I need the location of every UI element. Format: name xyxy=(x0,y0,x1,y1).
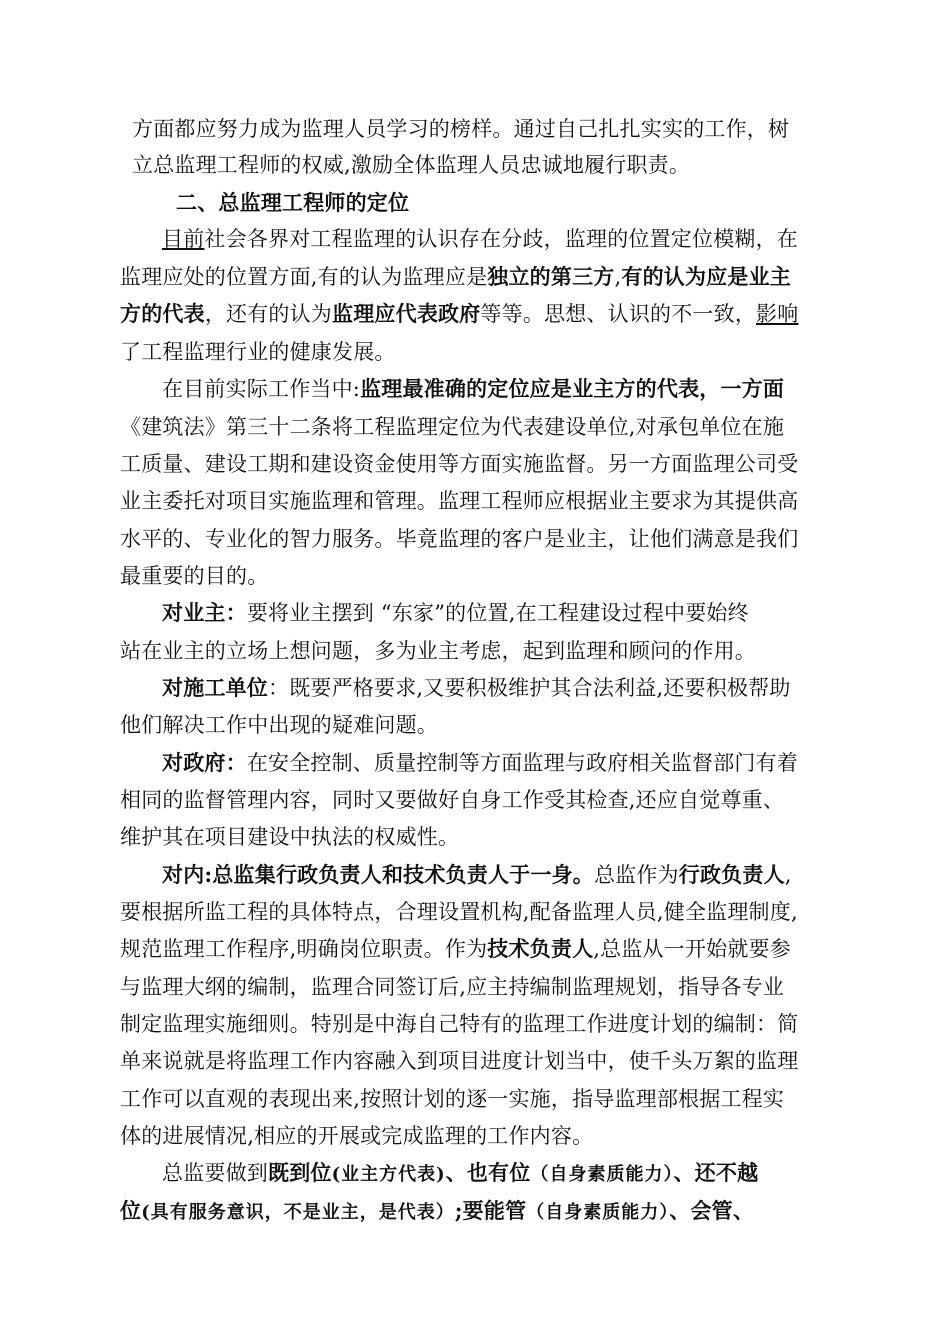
text-line: 对施工单位：既要严格要求,又要积极维护其合法利益,还要积极帮助 xyxy=(162,675,791,700)
text-line: 体的进展情况,相应的开展或完成监理的工作内容。 xyxy=(120,1124,594,1148)
text-line: 对政府：在安全控制、质量控制等方面监理与政府相关监督部门有着 xyxy=(162,750,799,775)
text-line: 站在业主的立场上想问题，多为业主考虑，起到监理和顾问的作用。 xyxy=(120,639,756,663)
section-heading: 二、总监理工程师的定位 xyxy=(176,190,410,215)
text-line: 维护其在项目建设中执法的权威性。 xyxy=(120,825,460,849)
text-line: 在目前实际工作当中:监理最准确的定位应是业主方的代表，一方面 xyxy=(162,376,785,401)
underlined-word: 目前 xyxy=(162,227,205,251)
text-line: 监理应处的位置方面,有的认为监理应是独立的第三方,有的认为应是业主 xyxy=(120,264,791,289)
text-line: 与监理大纲的编制，监理合同签订后,应主持编制监理规划，指导各专业 xyxy=(120,975,785,999)
text-line: 目前社会各界对工程监理的认识存在分歧，监理的位置定位模糊，在 xyxy=(162,227,799,251)
text-line: 单来说就是将监理工作内容融入到项目进度计划当中，使千头万絮的监理 xyxy=(120,1049,799,1073)
text-line: 方的代表，还有的认为监理应代表政府等等。思想、认识的不一致，影响 xyxy=(120,301,799,326)
text-line: 水平的、专业化的智力服务。毕竟监理的客户是业主，让他们满意是我们 xyxy=(120,527,799,551)
text-line: 工作可以直观的表现出来,按照计划的逐一实施，指导监理部根据工程实 xyxy=(120,1087,785,1111)
text-line: 了工程监理行业的健康发展。 xyxy=(120,340,396,364)
underlined-word: 影响 xyxy=(756,302,799,326)
text-line: 总监要做到既到位(业主方代表)、也有位（自身素质能力）、还不越 xyxy=(162,1160,759,1185)
text-line: 立总监理工程师的权威,激励全体监理人员忠诚地履行职责。 xyxy=(132,153,691,177)
text-line: 他们解决工作中出现的疑难问题。 xyxy=(120,713,438,737)
text-line: 要根据所监工程的具体特点，合理设置机构,配备监理人员,健全监理制度, xyxy=(120,900,798,924)
text-line: 工质量、建设工期和建设资金使用等方面实施监督。另一方面监理公司受 xyxy=(120,452,799,476)
text-line: 位(具有服务意识，不是业主，是代表）;要能管（自身素质能力）、会管、 xyxy=(120,1198,755,1223)
text-line: 对内:总监集行政负责人和技术负责人于一身。总监作为行政负责人, xyxy=(162,862,792,887)
text-line: 对业主：要将业主摆到 “东家”的位置,在工程建设过程中要始终 xyxy=(162,600,749,625)
text-line: 相同的监督管理内容，同时又要做好自身工作受其检查,还应自觉尊重、 xyxy=(120,788,785,812)
text-line: 方面都应努力成为监理人员学习的榜样。通过自己扎扎实实的工作，树 xyxy=(132,117,790,141)
text-line: 《建筑法》第三十二条将工程监理定位为代表建设单位,对承包单位在施 xyxy=(120,415,785,439)
text-line: 业主委托对项目实施监理和管理。监理工程师应根据业主要求为其提供高 xyxy=(120,489,799,513)
text-line: 规范监理工作程序,明确岗位职责。作为技术负责人,总监从一开始就要参 xyxy=(120,936,791,961)
text-line: 最重要的目的。 xyxy=(120,564,269,588)
text-line: 制定监理实施细则。特别是中海自己特有的监理工作进度计划的编制：简 xyxy=(120,1012,799,1036)
